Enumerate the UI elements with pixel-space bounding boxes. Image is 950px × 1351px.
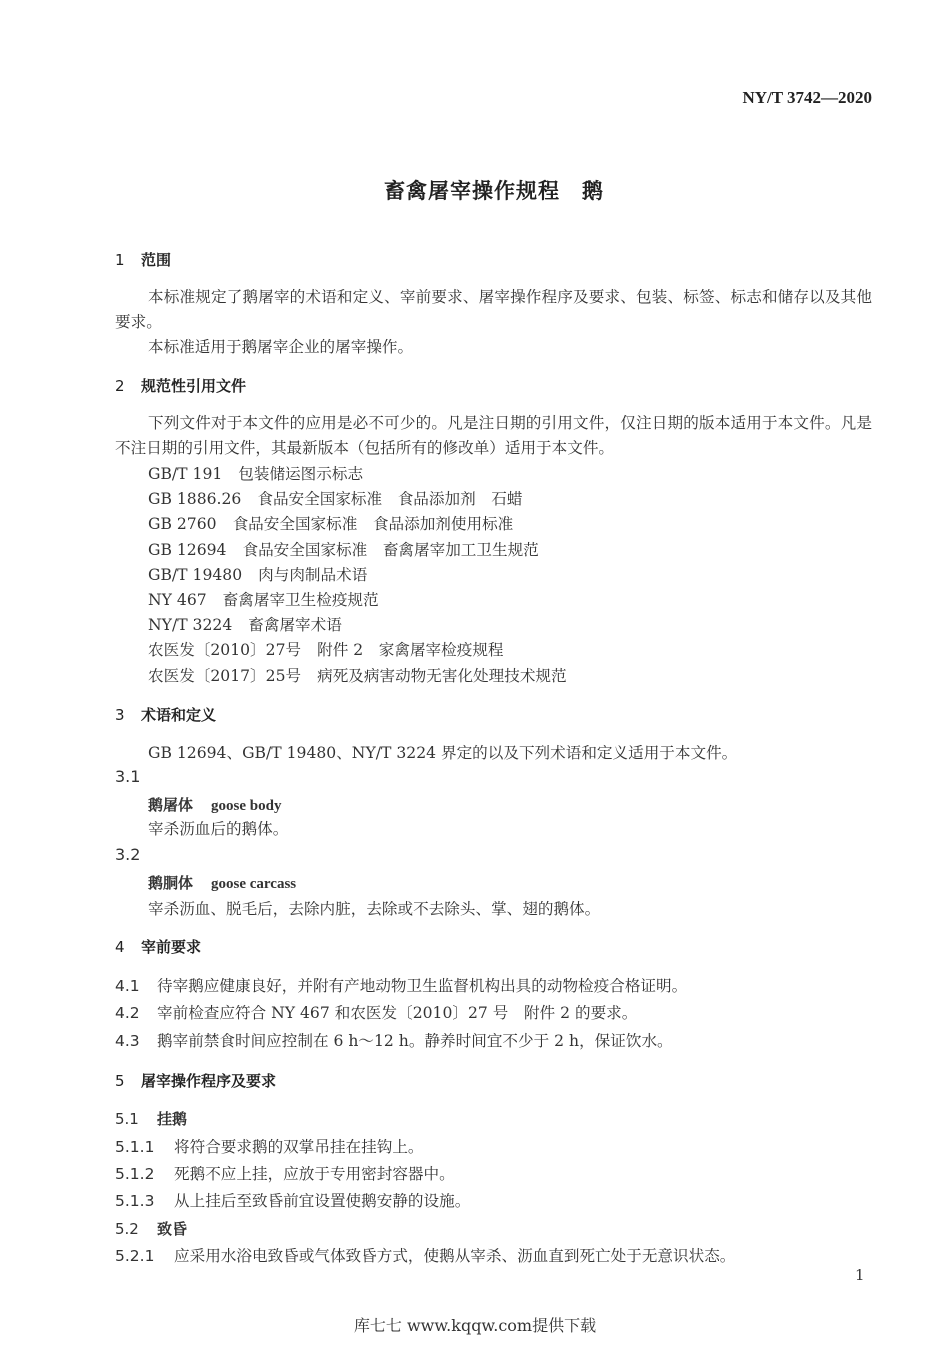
clause-text: 待宰鹅应健康良好，并附有产地动物卫生监督机构出具的动物检疫合格证明。 <box>157 977 688 995</box>
subsection-heading <box>115 1218 187 1239</box>
section-number: 5 <box>115 1072 125 1090</box>
standard-number: NY/T 3742—2020 <box>742 88 872 107</box>
reference-item <box>148 487 522 509</box>
reference-title: 包装储运图示标志 <box>238 465 364 483</box>
reference-title: 食品安全国家标准 食品添加剂使用标准 <box>232 515 514 533</box>
section-2-heading <box>115 375 246 396</box>
subsection-number: 5.2 <box>115 1220 139 1238</box>
clause-item <box>115 1029 673 1051</box>
reference-title: 食品安全国家标准 畜禽屠宰加工卫生规范 <box>242 541 539 559</box>
scope-paragraph: 本标准适用于鹅屠宰企业的屠宰操作。 <box>148 338 414 356</box>
reference-code: 农医发〔2010〕27号 <box>148 641 302 659</box>
reference-item <box>148 664 567 686</box>
term-zh: 鹅屠体 <box>148 796 194 814</box>
section-number: 3 <box>115 706 125 724</box>
term-name <box>148 872 296 893</box>
reference-item <box>148 538 539 560</box>
clause-number: 4.2 <box>115 1004 140 1022</box>
reference-code: GB/T 191 <box>148 465 223 483</box>
reference-item <box>148 462 363 484</box>
reference-title: 食品安全国家标准 食品添加剂 石蜡 <box>257 490 523 508</box>
reference-code: NY/T 3224 <box>148 616 233 634</box>
section-number: 1 <box>115 251 125 269</box>
term-en: goose body <box>211 798 282 814</box>
section-number: 4 <box>115 938 125 956</box>
terms-paragraph: GB 12694、GB/T 19480、NY/T 3224 界定的以及下列术语和定义适用于本文件。 <box>148 744 738 762</box>
clause-number: 5.1.1 <box>115 1138 155 1156</box>
section-1-heading <box>115 249 171 270</box>
subsection-heading <box>115 1108 187 1129</box>
reference-title: 畜禽屠宰卫生检疫规范 <box>222 591 379 609</box>
reference-item <box>148 512 513 534</box>
clause-number: 5.1.3 <box>115 1192 155 1210</box>
section-4-heading <box>115 936 201 957</box>
term-definition: 宰杀沥血、脱毛后，去除内脏，去除或不去除头、掌、翅的鹅体。 <box>148 900 601 918</box>
scope-paragraph: 本标准规定了鹅屠宰的术语和定义、宰前要求、屠宰操作程序及要求、包装、标签、标志和储存以及其他要求。 <box>115 288 872 331</box>
clause-number: 4.3 <box>115 1032 140 1050</box>
clause-text: 鹅宰前禁食时间应控制在 6 h～12 h。静养时间宜不少于 2 h，保证饮水。 <box>157 1032 673 1050</box>
clause-item <box>115 1001 637 1023</box>
term-number: 3.1 <box>115 767 141 786</box>
clause-item <box>115 1135 424 1157</box>
section-title: 宰前要求 <box>141 938 202 956</box>
clause-text: 应采用水浴电致昏或气体致昏方式，使鹅从宰杀、沥血直到死亡处于无意识状态。 <box>174 1247 736 1265</box>
clause-text: 死鹅不应上挂，应放于专用密封容器中。 <box>174 1165 455 1183</box>
reference-code: GB/T 19480 <box>148 566 243 584</box>
subsection-title: 致昏 <box>157 1220 188 1238</box>
clause-item <box>115 1162 455 1184</box>
term-definition: 宰杀沥血后的鹅体。 <box>148 820 289 838</box>
reference-title: 附件 2 家禽屠宰检疫规程 <box>317 641 504 659</box>
subsection-title: 挂鹅 <box>157 1110 188 1128</box>
subsection-number: 5.1 <box>115 1110 139 1128</box>
clause-number: 5.1.2 <box>115 1165 155 1183</box>
section-number: 2 <box>115 377 125 395</box>
section-title: 规范性引用文件 <box>141 377 247 395</box>
reference-code: 农医发〔2017〕25号 <box>148 667 302 685</box>
page-number: 1 <box>855 1266 865 1284</box>
section-title: 屠宰操作程序及要求 <box>141 1072 277 1090</box>
references-paragraph: 下列文件对于本文件的应用是必不可少的。凡是注日期的引用文件，仅注日期的版本适用于本文件。凡是不注日期的引用文件，其最新版本（包括所有的修改单）适用于本文件。 <box>115 414 872 457</box>
section-title: 术语和定义 <box>141 706 217 724</box>
footer-watermark: 库七七 www.kqqw.com提供下载 <box>353 1316 597 1335</box>
clause-item <box>115 974 687 996</box>
section-3-heading <box>115 704 216 725</box>
reference-item <box>148 563 367 585</box>
term-number: 3.2 <box>115 845 141 864</box>
reference-title: 畜禽屠宰术语 <box>248 616 342 634</box>
section-title: 范围 <box>141 251 172 269</box>
reference-title: 肉与肉制品术语 <box>258 566 368 584</box>
clause-number: 4.1 <box>115 977 140 995</box>
reference-item <box>148 638 504 660</box>
reference-code: GB 12694 <box>148 541 227 559</box>
clause-item <box>115 1189 470 1211</box>
clause-text: 将符合要求鹅的双掌吊挂在挂钩上。 <box>174 1138 424 1156</box>
term-zh: 鹅胴体 <box>148 874 194 892</box>
reference-title: 病死及病害动物无害化处理技术规范 <box>317 667 567 685</box>
reference-code: NY 467 <box>148 591 207 609</box>
clause-number: 5.2.1 <box>115 1247 155 1265</box>
term-name <box>148 794 281 815</box>
reference-code: GB 1886.26 <box>148 490 242 508</box>
reference-code: GB 2760 <box>148 515 217 533</box>
clause-text: 从上挂后至致昏前宜设置使鹅安静的设施。 <box>174 1192 471 1210</box>
clause-item <box>115 1244 735 1266</box>
term-en: goose carcass <box>211 876 297 892</box>
clause-text: 宰前检查应符合 NY 467 和农医发〔2010〕27 号 附件 2 的要求。 <box>157 1004 638 1022</box>
page-title: 畜禽屠宰操作规程 鹅 <box>384 179 604 203</box>
reference-item <box>148 613 342 635</box>
section-5-heading <box>115 1070 276 1091</box>
reference-item <box>148 588 379 610</box>
